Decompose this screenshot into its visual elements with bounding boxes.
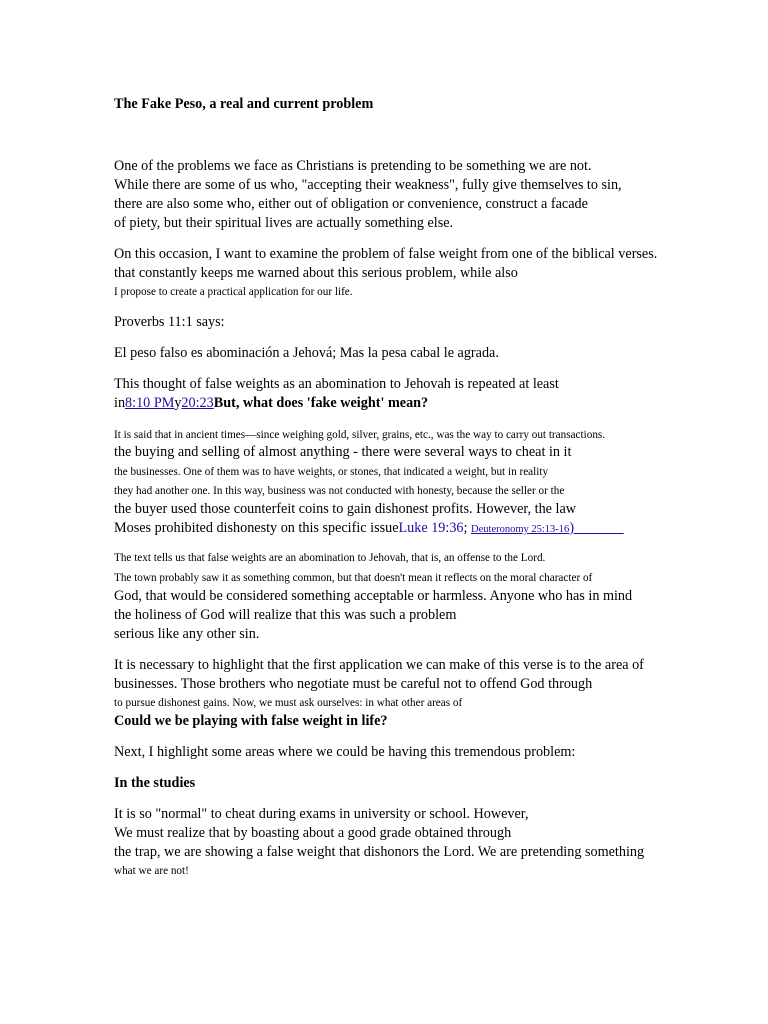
paragraph-line: the holiness of God will realize that this was such a problem xyxy=(114,607,457,623)
paragraph-line: One of the problems we face as Christians is pretending to be something we are not. xyxy=(114,158,592,174)
paragraph-line: the buyer used those counterfeit coins to gain dishonest profits. However, the law xyxy=(114,501,576,517)
paragraph-line: the trap, we are showing a false weight that dishonors the Lord. We are pretending something xyxy=(114,844,645,860)
verse-link[interactable]: Luke 19:36 xyxy=(398,520,464,536)
paragraph-line: businesses. Those brothers who negotiate must be careful not to offend God through xyxy=(114,676,593,692)
verse-link[interactable]: 8:10 PM xyxy=(125,395,175,411)
paragraph-line: This thought of false weights as an abomination to Jehovah is repeated at least xyxy=(114,376,559,392)
paragraph-line: I propose to create a practical application for our life. xyxy=(114,286,353,298)
paragraph-line: the businesses. One of them was to have weights, or stones, that indicated a weight, but in reality xyxy=(114,466,549,478)
paragraph-line: the buying and selling of almost anything - there were several ways to cheat in it xyxy=(114,444,572,460)
paragraph-line: It is said that in ancient times—since weighing gold, silver, grains, etc., was the way to carry out transactions. xyxy=(114,429,606,441)
paragraph-line: It is necessary to highlight that the first application we can make of this verse is to the area of xyxy=(114,657,644,673)
paragraph-line: there are also some who, either out of obligation or convenience, construct a facade xyxy=(114,196,588,212)
paragraph-line: they had another one. In this way, business was not conducted with honesty, because the seller or the xyxy=(114,485,565,497)
document-title: The Fake Peso, a real and current problem xyxy=(114,96,374,112)
section-heading: In the studies xyxy=(114,775,196,791)
paragraph-line-with-links xyxy=(114,519,624,539)
paragraph-line: It is so "normal" to cheat during exams in university or school. However, xyxy=(114,806,529,822)
section-question: Could we be playing with false weight in life? xyxy=(114,713,388,729)
paragraph-line: of piety, but their spiritual lives are actually something else. xyxy=(114,215,454,231)
verse-quote: El peso falso es abominación a Jehová; Mas la pesa cabal le agrada. xyxy=(114,345,499,361)
inline-text: y xyxy=(174,395,182,411)
paragraph-line: serious like any other sin. xyxy=(114,626,260,642)
closing-paren-link[interactable]: ) xyxy=(569,520,575,536)
paragraph-line-with-links xyxy=(114,394,428,412)
inline-text: in xyxy=(114,395,126,411)
paragraph-line: what we are not! xyxy=(114,865,189,877)
inline-text: ; xyxy=(463,520,468,536)
paragraph-line: The town probably saw it as something common, but that doesn't mean it reflects on the moral character of xyxy=(114,572,593,584)
section-question: But, what does 'fake weight' mean? xyxy=(213,395,429,411)
verse-link[interactable]: Deuteronomy 25:13-16 xyxy=(471,524,570,535)
paragraph-line: that constantly keeps me warned about this serious problem, while also xyxy=(114,265,518,281)
paragraph-line: to pursue dishonest gains. Now, we must ask ourselves: in what other areas of xyxy=(114,697,463,709)
paragraph-line: On this occasion, I want to examine the problem of false weight from one of the biblical verses. xyxy=(114,246,658,262)
paragraph-line: The text tells us that false weights are an abomination to Jehovah, that is, an offense to the Lord. xyxy=(114,552,546,564)
paragraph-line: While there are some of us who, "accepting their weakness", fully give themselves to sin, xyxy=(114,177,622,193)
paragraph-line: God, that would be considered something acceptable or harmless. Anyone who has in mind xyxy=(114,588,633,604)
paragraph-line: Next, I highlight some areas where we could be having this tremendous problem: xyxy=(114,744,576,760)
inline-text: Moses prohibited dishonesty on this specific issue xyxy=(114,520,399,536)
verse-reference: Proverbs 11:1 says: xyxy=(114,314,225,330)
paragraph-line: We must realize that by boasting about a good grade obtained through xyxy=(114,825,512,841)
verse-link[interactable]: 20:23 xyxy=(181,395,214,411)
